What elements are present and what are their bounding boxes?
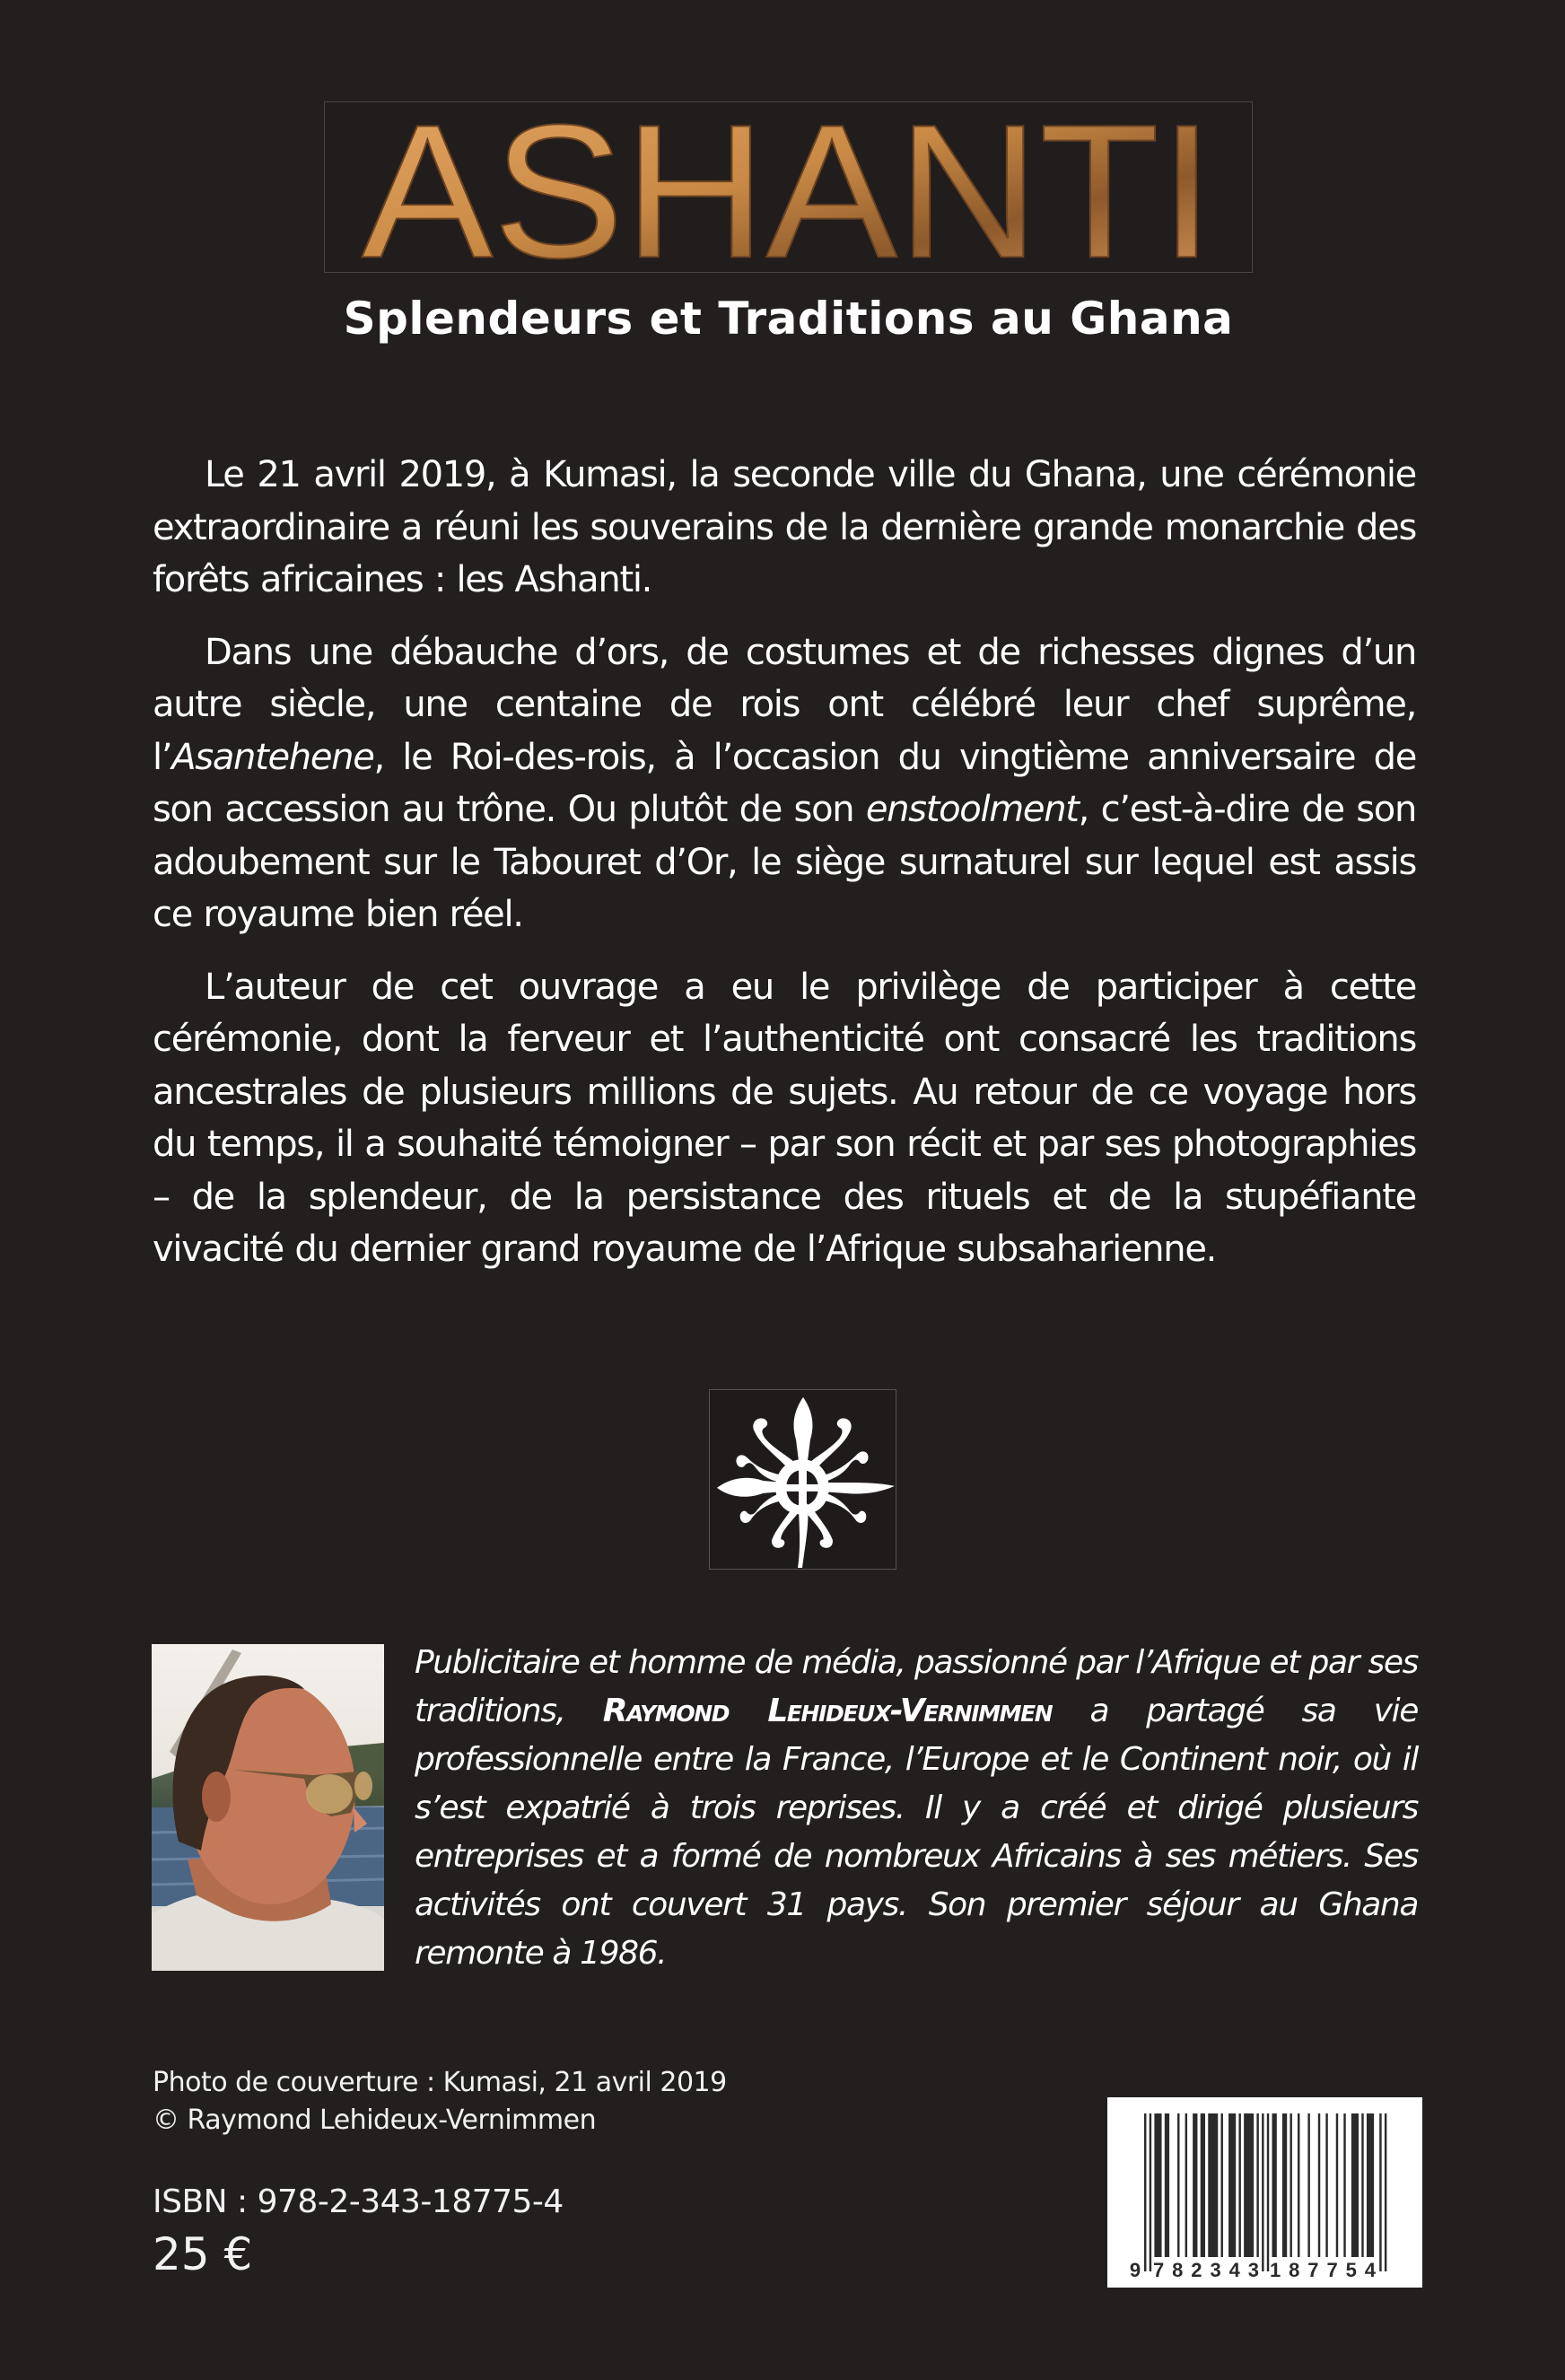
blurb-text: Dans une débauche d’ors, de costumes et de richesses dignes d’un autre siècle, une centaine de rois ont célébré leur chef suprême, l’	[153, 631, 1416, 778]
barcode-bar	[1307, 2113, 1309, 2257]
blurb	[153, 449, 1416, 1296]
barcode-bar	[1272, 2113, 1277, 2257]
price: 25 €	[153, 2228, 253, 2280]
barcode-bar	[1267, 2113, 1269, 2271]
adinkra-symbol-icon	[710, 1390, 896, 1569]
author-bio-intro: Publicitaire et homme de média, passionné par l’Afrique et par ses traditions,	[415, 1644, 1418, 1729]
blurb-italic-term: Asantehene	[171, 736, 374, 778]
barcode-bar	[1228, 2113, 1236, 2257]
barcode-bar	[1318, 2113, 1320, 2257]
barcode-bar	[1154, 2113, 1161, 2257]
blurb-paragraph	[153, 626, 1416, 941]
barcode-digits-right: 187754	[1270, 2259, 1376, 2281]
barcode-bar	[1379, 2113, 1381, 2271]
barcode-bar	[1262, 2113, 1263, 2271]
barcode-bar	[1367, 2113, 1374, 2257]
title-text: ASHANTI	[362, 102, 1214, 272]
barcode-bar	[1144, 2113, 1146, 2271]
ornament-box	[709, 1389, 896, 1570]
credits	[153, 2064, 727, 2139]
barcode	[1107, 2097, 1422, 2288]
barcode-bar	[1208, 2113, 1218, 2257]
barcode-bar	[1336, 2113, 1338, 2257]
barcode-bar	[1256, 2113, 1258, 2257]
barcode-digit-prefix: 9	[1129, 2259, 1141, 2281]
barcode-bar	[1185, 2113, 1187, 2257]
ashanti-title-art	[325, 102, 1252, 272]
barcode-bar	[1361, 2113, 1363, 2257]
barcode-bar	[1282, 2113, 1287, 2257]
barcode-bars	[1144, 2113, 1386, 2271]
barcode-bar	[1201, 2113, 1205, 2257]
barcode-image	[1107, 2097, 1422, 2288]
author-bio	[415, 1639, 1418, 1978]
author-bio-body: a partagé sa vie professionnelle entre la France, l’Europe et le Continent noir, où il s’est expatrié à trois reprises. Il y a créé et dirigé plusieurs entreprises et a formé de nombreux Africains à ses métiers. Ses activités ont couvert 31 pays. Son premier séjour au Ghana remonte à 1986.	[415, 1693, 1418, 1972]
barcode-bar	[1177, 2113, 1179, 2257]
copyright-notice: © Raymond Lehideux-Vernimmen	[153, 2104, 597, 2136]
barcode-bar	[1238, 2113, 1240, 2257]
title-logo	[324, 101, 1253, 273]
author-photo	[152, 1644, 384, 1971]
barcode-bar	[1325, 2113, 1327, 2257]
blurb-text: L’auteur de cet ouvrage a eu le privilège de participer à cette cérémonie, dont la ferveur et l’authenticité ont consacré les traditions ancestrales de plusieurs millions de sujets. Au retour de ce voyage hors du temps, il a souhaité témoigner – par son récit et par ses photographies – de la splendeur, de la persistance des rituels et de la stupéfiante vivacité du dernier grand royaume de l’Afrique subsaharienne.	[153, 966, 1416, 1270]
isbn: ISBN : 978-2-343-18775-4	[153, 2183, 564, 2220]
barcode-bar	[1385, 2113, 1386, 2271]
photo-credit: Photo de couverture : Kumasi, 21 avril 2019	[153, 2067, 727, 2098]
blurb-italic-term: enstoolment	[865, 789, 1079, 830]
barcode-bar	[1343, 2113, 1345, 2257]
barcode-bar	[1290, 2113, 1291, 2257]
blurb-text: Le 21 avril 2019, à Kumasi, la seconde ville du Ghana, une cérémonie extraordinaire a réuni les souverains de la dernière grande monarchie des forêts africaines : les Ashanti.	[153, 454, 1416, 600]
blurb-text: , c’est-à-dire de son adoubement sur le Tabouret d’Or, le siège surnaturel sur lequel est assis ce royaume bien réel.	[153, 789, 1416, 935]
barcode-bar	[1165, 2113, 1169, 2257]
author-name: Raymond Lehideux-Vernimmen	[602, 1693, 1053, 1729]
blurb-paragraph	[153, 961, 1416, 1276]
barcode-bar	[1351, 2113, 1359, 2257]
author-portrait-image	[152, 1644, 384, 1971]
blurb-text: , le Roi-des-rois, à l’occasion du vingtième anniversaire de son accession au trône. Ou plutôt de son	[153, 736, 1416, 830]
barcode-digits-left: 782343	[1153, 2259, 1259, 2281]
barcode-bar	[1298, 2113, 1299, 2257]
blurb-paragraph	[153, 449, 1416, 607]
barcode-bar	[1244, 2113, 1254, 2257]
barcode-digits	[1130, 2259, 1377, 2281]
barcode-bar	[1193, 2113, 1197, 2257]
barcode-bar	[1150, 2113, 1151, 2271]
subtitle: Splendeurs et Traditions au Ghana	[343, 293, 1234, 345]
barcode-bar	[1221, 2113, 1223, 2257]
